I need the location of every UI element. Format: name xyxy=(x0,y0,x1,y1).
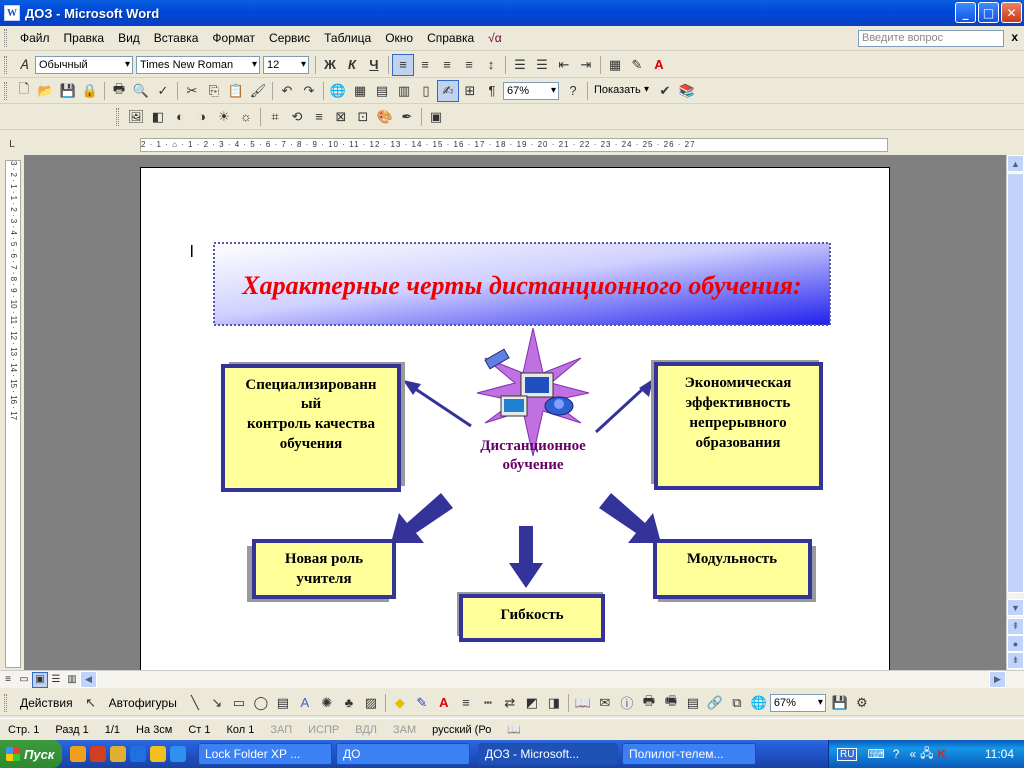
document-map-icon[interactable]: ⊞ xyxy=(464,82,476,98)
permission-icon[interactable]: 🔒 xyxy=(81,82,99,98)
block-arrow-to-modularity xyxy=(599,493,661,543)
app-icon[interactable] xyxy=(170,746,186,762)
help-icon[interactable]: ? xyxy=(569,83,577,98)
link-icon[interactable]: 🔗 xyxy=(706,694,723,710)
research-icon[interactable]: 📚 xyxy=(678,82,696,98)
scroll-up-icon[interactable]: ▲ xyxy=(1007,155,1024,172)
menu-edit[interactable]: Правка xyxy=(63,31,105,45)
next-page-icon[interactable]: ⇟ xyxy=(1007,652,1024,669)
arrow-style-icon[interactable]: ⇄ xyxy=(504,694,516,710)
more-contrast-icon[interactable]: ◐ xyxy=(176,109,184,124)
media-icon[interactable] xyxy=(150,746,166,762)
redo-icon[interactable]: ↷ xyxy=(303,82,315,98)
box-economy-line4: образования xyxy=(695,435,781,451)
browse-object-icon[interactable]: ● xyxy=(1007,635,1024,652)
task-label: ДОЗ - Microsoft... xyxy=(485,747,580,761)
fax-icon[interactable]: 🖷 xyxy=(664,692,677,708)
drawing-toggle-icon[interactable]: ✍ xyxy=(437,80,459,102)
task-label: Lock Folder XP ... xyxy=(205,747,301,761)
kaspersky-icon[interactable]: K xyxy=(937,747,947,761)
vertical-ruler[interactable]: 3 · 2 · 1 · 1 · 2 · 3 · 4 · 5 · 6 · 7 · 8 · 9 · 10 · 11 · 12 · 13 · 14 · 15 · 16 · 17 xyxy=(5,160,21,668)
box-teacher-line2: учителя xyxy=(296,571,352,587)
heading-text: Характерные черты дистанционного обучения: xyxy=(242,271,802,300)
status-section: Разд 1 xyxy=(55,723,89,736)
box-teacher-line1: Новая роль xyxy=(284,551,364,567)
menu-window[interactable]: Окно xyxy=(385,31,414,45)
cut-icon[interactable]: ✂ xyxy=(186,82,198,98)
word-app-icon[interactable]: W xyxy=(4,5,20,21)
block-arrow-to-teacher xyxy=(391,493,453,543)
open-icon[interactable]: 📂 xyxy=(37,82,55,98)
font-size-select[interactable]: 12 ▾ xyxy=(263,56,309,74)
status-col: Кол 1 xyxy=(226,723,255,736)
task-polilog[interactable] xyxy=(622,743,756,765)
menu-view[interactable]: Вид xyxy=(118,31,140,45)
fill-color-icon[interactable]: ◆ xyxy=(394,694,405,710)
text-cursor xyxy=(191,245,193,257)
transparent-color-icon[interactable]: ✒ xyxy=(401,108,413,124)
line-style-icon[interactable]: ≡ xyxy=(462,695,470,710)
scroll-down-icon[interactable]: ▼ xyxy=(1007,599,1024,616)
app-icon[interactable] xyxy=(110,746,126,762)
line-color-icon[interactable]: ✎ xyxy=(416,694,428,710)
vertical-scrollbar[interactable] xyxy=(1006,155,1024,670)
show-menu[interactable]: Показать ▾ xyxy=(591,82,651,100)
save-icon[interactable]: 💾 xyxy=(59,82,77,98)
draw-zoom-select[interactable]: 67% ▾ xyxy=(770,694,826,712)
scroll-left-icon[interactable]: ◀ xyxy=(80,671,97,688)
status-ovr[interactable]: ЗАМ xyxy=(393,723,417,736)
network-icon[interactable]: 🖧 xyxy=(920,745,934,760)
opera-icon[interactable] xyxy=(70,746,86,762)
insert-excel-icon[interactable]: ▥ xyxy=(397,82,411,98)
picture-icon[interactable]: ▨ xyxy=(364,694,377,710)
line-spacing-icon[interactable]: ↕ xyxy=(487,57,495,72)
center-label-line1: Дистанционное xyxy=(480,438,586,454)
more-brightness-icon[interactable]: ☀ xyxy=(218,108,230,124)
close-button[interactable]: ✕ xyxy=(1001,2,1022,23)
scroll-right-icon[interactable]: ▶ xyxy=(989,671,1006,688)
box-economy-line2: эффективность xyxy=(685,395,791,411)
3d-style-icon[interactable]: ◨ xyxy=(547,694,560,710)
menu-table[interactable]: Таблица xyxy=(324,31,372,45)
bullets-icon[interactable]: ☰ xyxy=(536,56,548,72)
menu-insert[interactable]: Вставка xyxy=(153,31,199,45)
reset-picture-icon[interactable]: ▣ xyxy=(429,108,443,124)
print-preview-icon[interactable]: 🔍 xyxy=(132,82,150,98)
info-icon[interactable]: ⓘ xyxy=(620,696,634,711)
box-quality-line4: обучения xyxy=(279,436,343,452)
borders-icon[interactable]: ▦ xyxy=(608,56,622,72)
line-tool-icon[interactable]: ╲ xyxy=(190,694,199,710)
keyboard-icon[interactable]: ⌨ xyxy=(867,747,885,761)
align-left-icon[interactable]: ≡ xyxy=(392,54,414,76)
task-label: ДО xyxy=(343,747,361,761)
quick-launch xyxy=(70,746,186,762)
formatting-toolbar xyxy=(0,52,1024,78)
less-brightness-icon[interactable]: ☼ xyxy=(240,109,252,124)
increase-indent-icon[interactable]: ⇥ xyxy=(580,56,592,72)
undo-icon[interactable]: ↶ xyxy=(281,82,293,98)
insert-table-icon[interactable]: ▤ xyxy=(375,82,389,98)
center-label-line2: обучение xyxy=(502,457,564,473)
textbox-tool-icon[interactable]: ▤ xyxy=(276,694,289,710)
box-teacher-role[interactable] xyxy=(254,541,394,597)
taskbar xyxy=(0,740,1024,768)
status-trk[interactable]: ИСПР xyxy=(308,723,340,736)
wordart-icon[interactable]: A xyxy=(300,695,310,710)
format-picture-icon[interactable]: 🎨 xyxy=(376,108,394,124)
block-arrow-to-flexibility xyxy=(509,526,543,588)
doc-close-icon[interactable]: x xyxy=(1011,30,1018,44)
status-pages: 1/1 xyxy=(104,723,121,736)
crop-icon[interactable]: ⌗ xyxy=(271,108,279,124)
shadow-style-icon[interactable]: ◩ xyxy=(525,694,538,710)
web-icon[interactable]: 🌐 xyxy=(750,694,767,710)
style-select[interactable]: Обычный ▾ xyxy=(35,56,133,74)
align-center-icon[interactable]: ≡ xyxy=(421,57,429,72)
hscroll-track[interactable] xyxy=(97,672,989,688)
menu-file[interactable]: Файл xyxy=(20,31,50,45)
arrow-to-economy xyxy=(596,386,646,432)
box-quality-line3: контроль качества xyxy=(246,416,376,432)
toolbar-grip[interactable] xyxy=(4,29,7,47)
reading-view-icon[interactable]: ▥ xyxy=(67,674,77,685)
print-icon[interactable]: 🖶 xyxy=(112,80,126,96)
toolbar-grip[interactable] xyxy=(4,694,7,712)
text-wrap-icon[interactable]: ⊡ xyxy=(357,108,369,124)
system-tray xyxy=(828,740,1024,768)
paste-icon[interactable]: 📋 xyxy=(227,82,245,98)
reading-icon[interactable]: 📖 xyxy=(574,694,591,710)
status-page: Стр. 1 xyxy=(8,723,40,736)
copy-icon[interactable]: ⎘ xyxy=(208,82,220,98)
oval-tool-icon[interactable]: ◯ xyxy=(253,694,269,710)
tables-borders-icon[interactable]: ▦ xyxy=(353,82,367,98)
document-page[interactable] xyxy=(140,167,890,670)
hyperlink-icon[interactable]: 🌐 xyxy=(329,82,347,98)
compress-icon[interactable]: ⊠ xyxy=(335,108,347,124)
status-line: Ст 1 xyxy=(188,723,211,736)
insert-picture-icon[interactable]: 🖼 xyxy=(127,108,145,124)
horizontal-scrollbar xyxy=(0,670,1024,688)
diagram-icon[interactable]: ✺ xyxy=(321,694,333,710)
font-color-icon[interactable]: A xyxy=(654,57,664,72)
status-rec[interactable]: ЗАП xyxy=(270,723,293,736)
app-icon[interactable] xyxy=(90,746,106,762)
rotate-icon[interactable]: ⟲ xyxy=(291,108,303,124)
language-indicator[interactable]: RU xyxy=(837,748,857,761)
rectangle-tool-icon[interactable]: ▭ xyxy=(232,694,245,710)
toolbar-grip[interactable] xyxy=(116,108,119,126)
minimize-button[interactable]: _ xyxy=(955,2,976,23)
diagram-canvas xyxy=(141,168,891,670)
window-title: ДОЗ - Microsoft Word xyxy=(25,5,160,21)
save-web-icon[interactable]: 💾 xyxy=(831,694,848,710)
font-select[interactable]: Times New Roman ▾ xyxy=(136,56,260,74)
document-workspace xyxy=(24,155,1006,670)
highlight-icon[interactable]: ✎ xyxy=(631,56,643,72)
internet-explorer-icon[interactable] xyxy=(130,746,146,762)
format-painter-icon[interactable]: 🖌 xyxy=(249,82,267,98)
status-at: На 3см xyxy=(136,723,173,736)
box-quality-line1: Специализированн xyxy=(245,377,377,393)
menu-tools[interactable]: Сервис xyxy=(269,31,311,45)
start-label: Пуск xyxy=(24,746,55,762)
start-button[interactable] xyxy=(0,740,62,768)
draw-actions-menu[interactable]: Действия xyxy=(20,695,73,710)
envelope-icon[interactable]: ✉ xyxy=(599,694,611,710)
print2-icon[interactable]: 🖶 xyxy=(642,692,655,708)
expand-tray-icon[interactable]: « xyxy=(909,747,917,761)
horizontal-ruler[interactable]: 2 · 1 · ⌂ · 1 · 2 · 3 · 4 · 5 · 6 · 7 · 8 · 9 · 10 · 11 · 12 · 13 · 14 · 15 · 16 · 17 · 18 · 19 · 20 · 21 · 22 · 23 · 24 · 25 · 26 · 27 xyxy=(140,138,888,152)
box-modularity[interactable] xyxy=(655,541,810,597)
horizontal-ruler-row xyxy=(0,135,1024,155)
maximize-button[interactable]: □ xyxy=(978,2,999,23)
justify-icon[interactable]: ≡ xyxy=(465,57,473,72)
drawing-toolbar xyxy=(0,690,1024,716)
outline-view-icon[interactable]: ☰ xyxy=(51,674,61,685)
styles-pane-icon[interactable]: 𝐴 xyxy=(19,56,29,72)
normal-view-icon[interactable]: ≡ xyxy=(5,674,11,685)
less-contrast-icon[interactable]: ◑ xyxy=(198,109,206,124)
arrow-to-quality xyxy=(411,386,471,426)
task-doz-word[interactable] xyxy=(478,743,618,765)
italic-button[interactable]: К xyxy=(348,57,356,72)
arrow-tool-icon[interactable]: ↘ xyxy=(211,694,223,710)
title-bar xyxy=(0,0,1024,26)
zoom-select[interactable]: 67% ▾ xyxy=(503,82,559,100)
decrease-indent-icon[interactable]: ⇤ xyxy=(558,56,570,72)
standard-toolbar xyxy=(0,78,1024,104)
track-changes-icon[interactable]: ✔ xyxy=(659,82,671,98)
color-icon[interactable]: ◧ xyxy=(151,108,165,124)
box-modularity-line1: Модульность xyxy=(686,551,778,567)
new-document-icon[interactable]: 🗋 xyxy=(18,80,30,96)
line-style-icon[interactable]: ≡ xyxy=(315,109,323,124)
spelling-icon[interactable]: ✓ xyxy=(157,82,169,98)
numbering-icon[interactable]: ☰ xyxy=(514,56,526,72)
box-economy-line1: Экономическая xyxy=(684,375,792,391)
previous-page-icon[interactable]: ⇞ xyxy=(1007,618,1024,635)
status-bar xyxy=(0,718,1024,740)
status-language[interactable]: русский (Ро xyxy=(432,723,492,736)
clock[interactable]: 11:04 xyxy=(984,747,1014,761)
box-economy-line3: непрерывного xyxy=(689,415,787,431)
status-ext[interactable]: ВДЛ xyxy=(355,723,377,736)
web-view-icon[interactable]: ▭ xyxy=(19,674,29,685)
columns-icon[interactable]: ▯ xyxy=(422,82,430,98)
tab-selector-icon[interactable]: L xyxy=(9,138,15,150)
underline-button[interactable]: Ч xyxy=(369,57,379,72)
align-right-icon[interactable]: ≡ xyxy=(443,57,451,72)
box-quality-line2: ый xyxy=(300,396,322,412)
task-label: Полилог-телем... xyxy=(629,747,724,761)
properties-icon[interactable]: ▤ xyxy=(686,694,699,710)
print-layout-icon[interactable]: ▣ xyxy=(32,672,48,688)
task-do-folder[interactable] xyxy=(336,743,470,765)
menu-bar xyxy=(0,26,1024,51)
select-objects-icon[interactable]: ↖ xyxy=(85,694,97,710)
windows-logo-icon xyxy=(6,747,20,761)
picture-toolbar xyxy=(0,104,1024,130)
menu-format[interactable]: Формат xyxy=(212,31,256,45)
help-search-input[interactable]: Введите вопрос xyxy=(858,30,1004,47)
equation-icon[interactable]: √α xyxy=(488,31,502,45)
toolbar-grip[interactable] xyxy=(4,56,7,74)
toolbar-grip[interactable] xyxy=(4,82,7,100)
draw-font-color-icon[interactable]: A xyxy=(439,695,449,710)
clipart-icon[interactable]: ♣ xyxy=(344,695,354,710)
help-tray-icon[interactable]: ? xyxy=(892,747,900,761)
task-lock-folder[interactable] xyxy=(198,743,332,765)
spelling-status-icon[interactable]: 📖 xyxy=(507,723,522,736)
show-hide-icon[interactable]: ¶ xyxy=(488,83,496,98)
options-icon[interactable]: ⚙ xyxy=(856,694,868,710)
scroll-thumb[interactable] xyxy=(1007,173,1024,593)
bold-button[interactable]: Ж xyxy=(324,57,336,72)
network-clipart-icon[interactable] xyxy=(477,328,589,456)
group-icon[interactable]: ⧉ xyxy=(732,694,742,710)
menu-help[interactable]: Справка xyxy=(427,31,475,45)
box-flexibility-line1: Гибкость xyxy=(500,607,564,623)
autoshapes-menu[interactable]: Автофигуры xyxy=(108,695,177,710)
dash-style-icon[interactable]: ┅ xyxy=(483,694,492,710)
